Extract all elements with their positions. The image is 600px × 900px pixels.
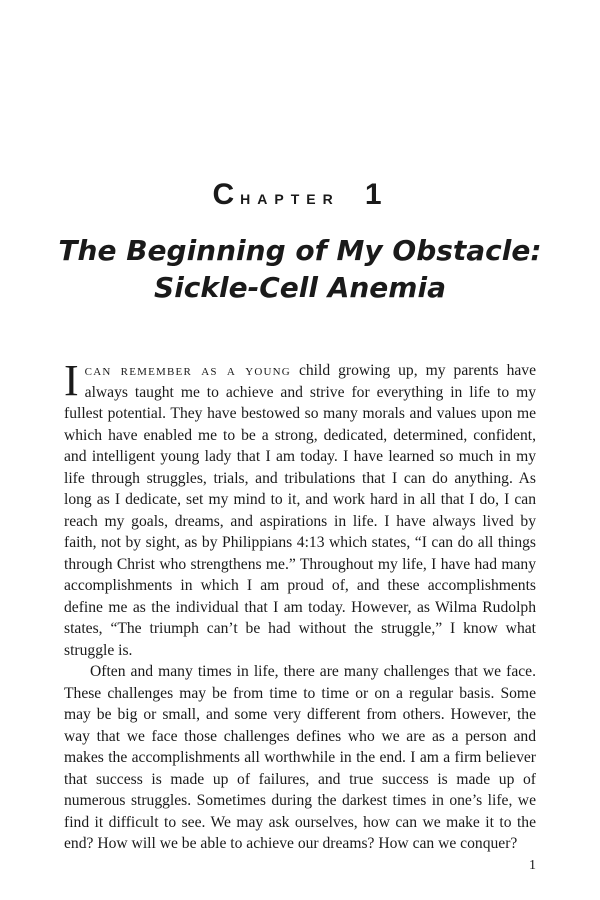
- lead-in-small-caps: can remember as a young: [84, 362, 291, 379]
- chapter-title-line-2: Sickle-Cell Anemia: [154, 271, 446, 304]
- body-paragraph-1-text: child growing up, my parents have always taught me to achieve and strive for everything in life to my fullest potential. They have bestowed so many morals and values upon me which have enabled me to be a strong, dedicated, determined, confident, and intelligent young lady that I am today. I have learned so much in my life through struggles, trials, and tribulations that I can do anything. As long as I dedicate, set my mind to it, and work hard in all that I do, I can reach my goals, dreams, and aspirations in life. I have always lived by faith, not by sight, as by Philippians 4:13 which states, “I can do all things through Christ who strengthens me.” Throughout my life, I have had many accomplishments in which I am proud of, and these accomplishments define me as the individual that I am today. However, as Wilma Rudolph states, “The triumph can’t be had without the struggle,” I know what struggle is.: [64, 362, 537, 659]
- chapter-label: [0, 178, 600, 212]
- chapter-number: 1: [364, 178, 388, 211]
- chapter-label-initial: C: [212, 178, 241, 211]
- chapter-body: [64, 356, 537, 855]
- page-number: 1: [529, 858, 536, 873]
- chapter-title: [0, 232, 600, 306]
- chapter-label-word: hapter: [240, 187, 340, 209]
- drop-cap: I: [64, 356, 79, 405]
- body-paragraph-1: [64, 356, 537, 661]
- body-paragraph-2: Often and many times in life, there are many challenges that we face. These challenges may be from time to time or on a regular basis. Some may be big or small, and some very different from others. However, the way that we face those challenges defines who we are as a person and makes the accomplishments all worthwhile in the end. I am a firm believer that success is made up of failures, and true success is made up of numerous struggles. Sometimes during the darkest times in one’s life, we find it difficult to see. We may ask ourselves, how can we make it to the end? How will we be able to achieve our dreams? How can we conquer?: [64, 663, 536, 852]
- chapter-title-line-1: The Beginning of My Obstacle:: [58, 234, 542, 267]
